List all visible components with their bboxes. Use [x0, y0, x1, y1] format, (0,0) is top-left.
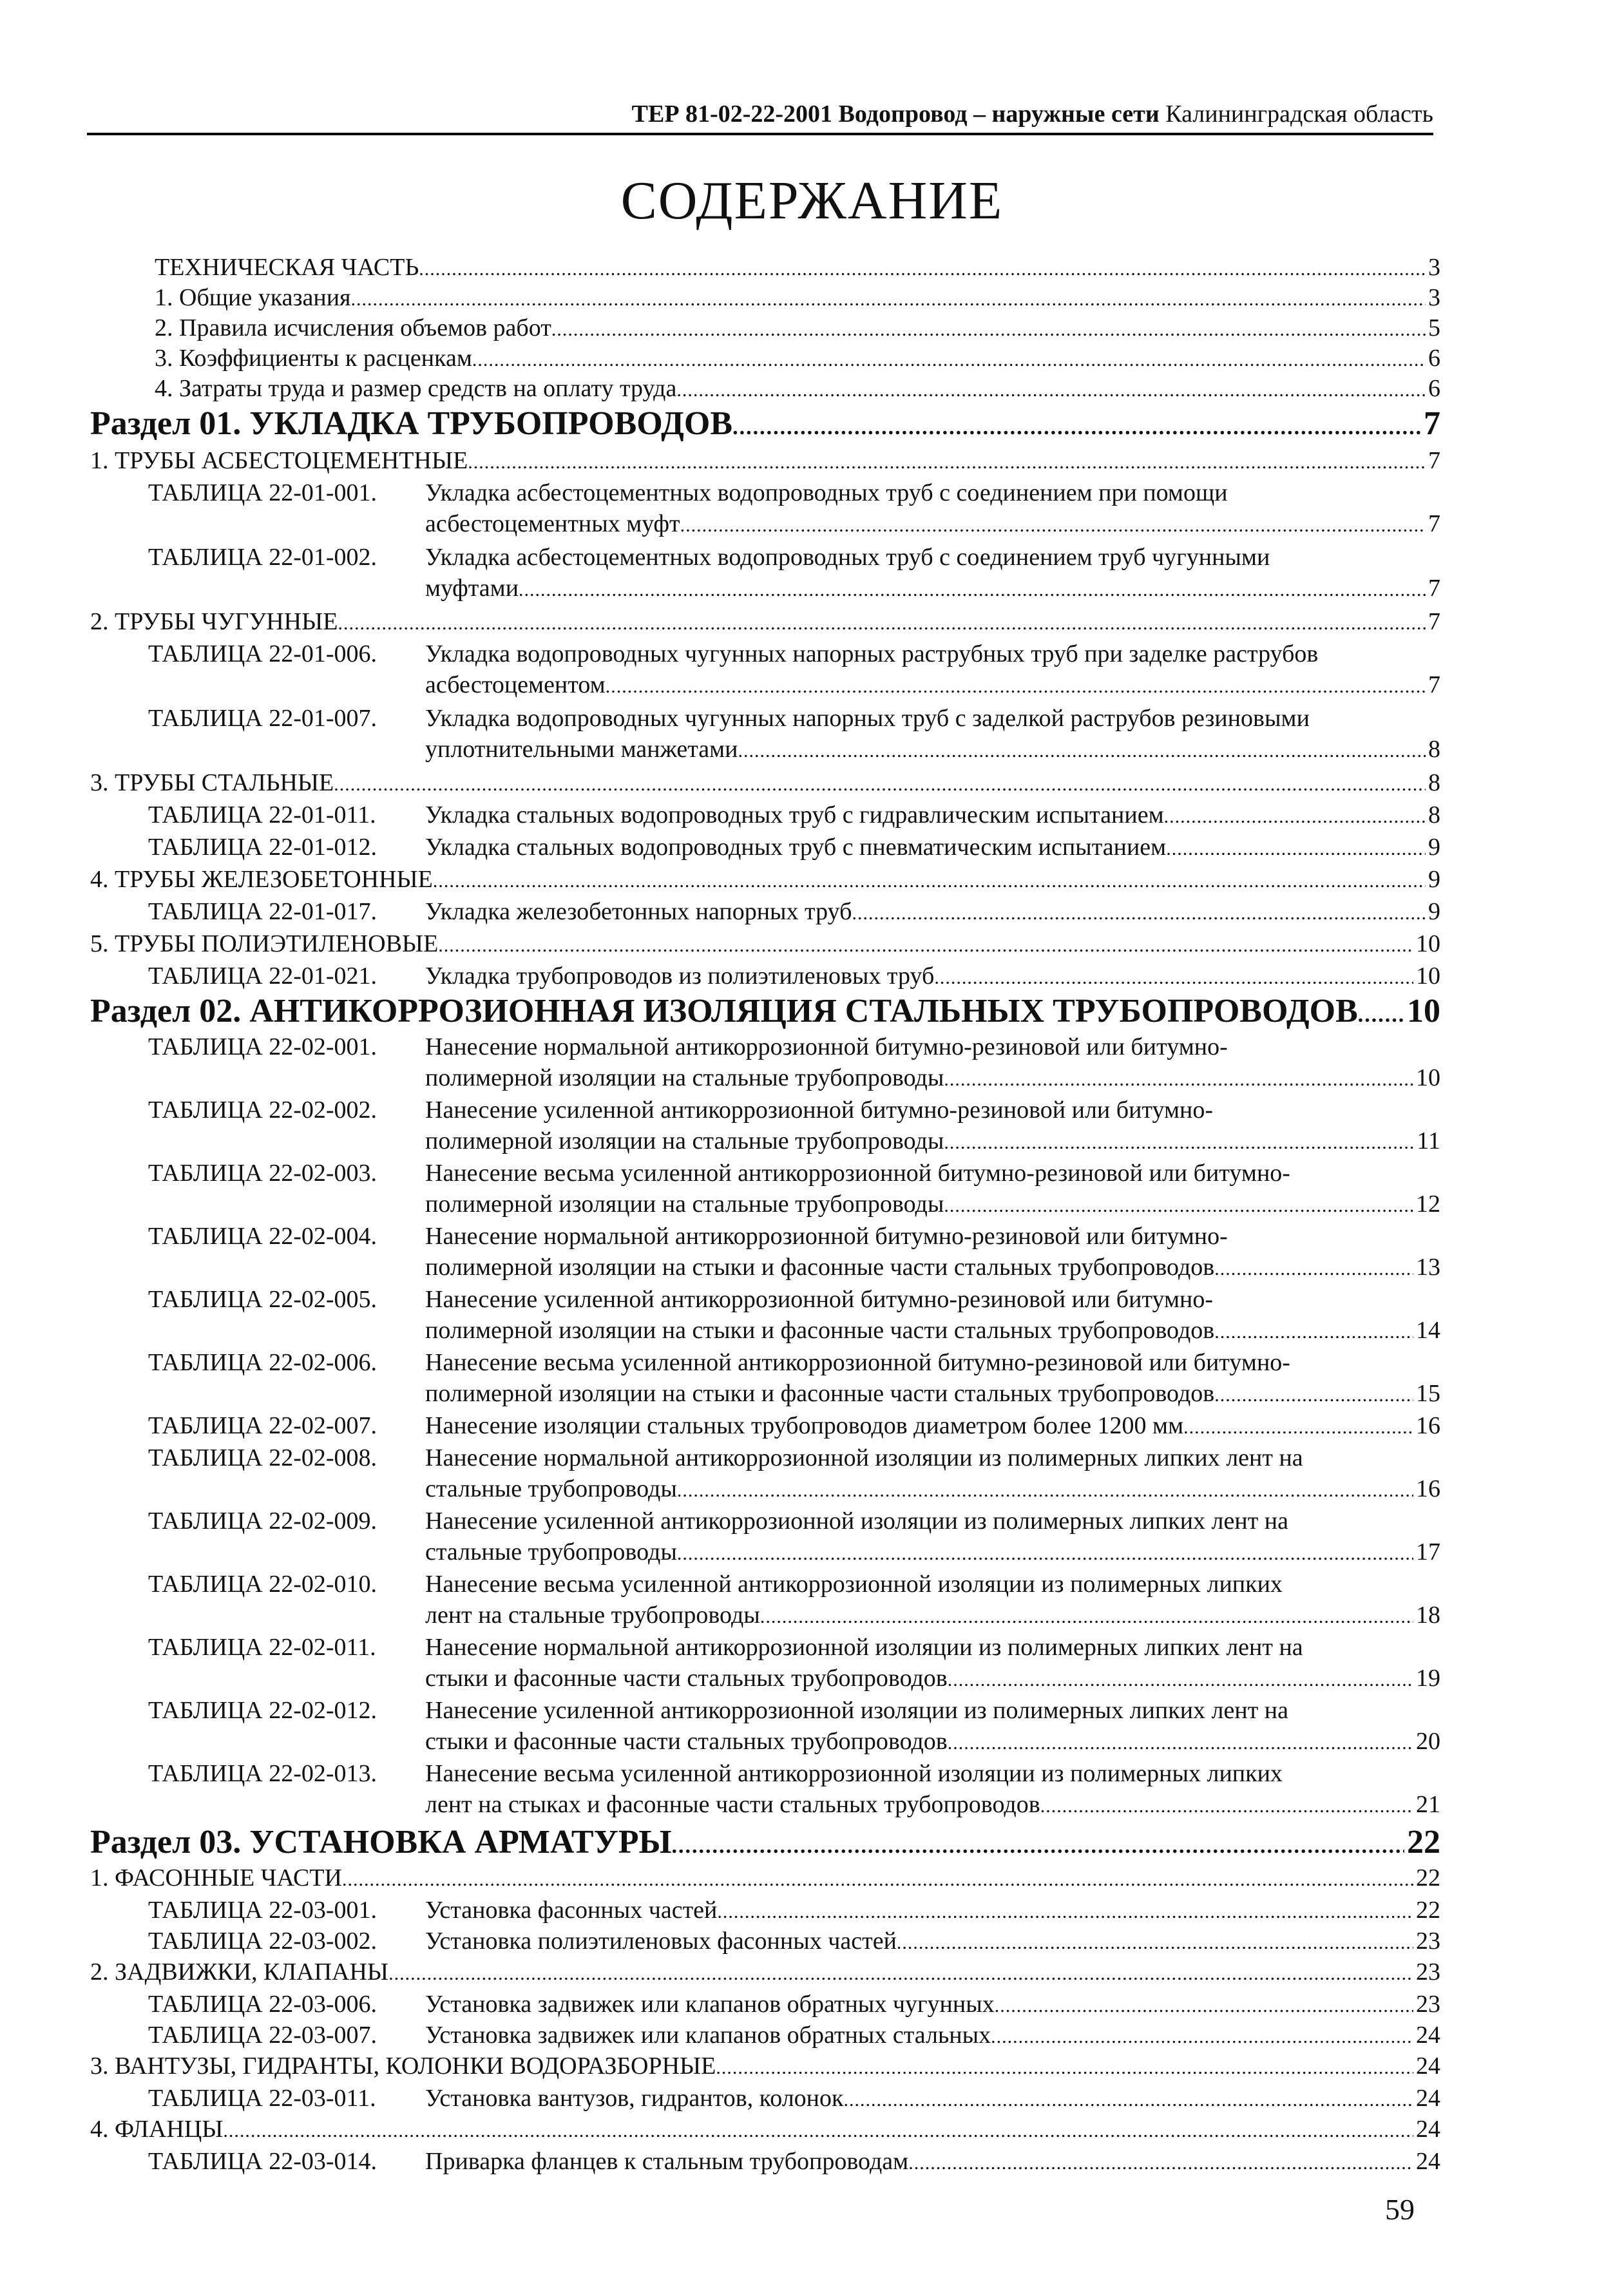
dot-leader: [472, 344, 1426, 376]
table-title: Установка полиэтиленовых фасонных частей: [425, 1928, 897, 1955]
table-code: ТАБЛИЦА 22-02-004.: [148, 1223, 377, 1250]
toc-subsection-label: 2. ЗАДВИЖКИ, КЛАПАНЫ: [90, 1958, 389, 1986]
table-page: 10: [1416, 962, 1440, 990]
toc-section-label: Раздел 01. УКЛАДКА ТРУБОПРОВОДОВ: [90, 405, 733, 442]
dot-leader: [716, 2052, 1413, 2084]
toc-subsection-page: 24: [1416, 2116, 1440, 2143]
table-page: 24: [1416, 2085, 1440, 2112]
table-title: Укладка стальных водопроводных труб с пневматическим испытанием: [425, 834, 1167, 861]
toc-entry-label: 3. Коэффициенты к расценкам: [155, 345, 472, 372]
table-entry: [425, 1988, 1440, 2022]
table-code: ТАБЛИЦА 22-01-021.: [148, 962, 377, 990]
dot-leader: [760, 1601, 1413, 1633]
table-page: 12: [1416, 1191, 1440, 1218]
toc-entry-label: 2. Правила исчисления объемов работ: [155, 314, 551, 341]
table-title: Укладка трубопроводов из полиэтиленовых труб: [425, 962, 935, 990]
table-page: 23: [1416, 1991, 1440, 2018]
dot-leader: [334, 769, 1426, 801]
table-page: 15: [1416, 1380, 1440, 1407]
dot-leader: [1164, 801, 1426, 833]
table-title-line1: Нанесение весьма усиленной антикоррозионной изоляции из полимерных липких: [425, 1571, 1283, 1598]
table-page: 24: [1416, 2022, 1440, 2049]
table-title: уплотнительными манжетами: [425, 736, 738, 763]
table-title: полимерной изоляции на стыки и фасонные части стальных трубопроводов: [425, 1317, 1215, 1344]
dot-leader: [852, 897, 1426, 930]
dot-leader: [717, 1896, 1413, 1928]
toc-subsection-page: 22: [1416, 1864, 1440, 1891]
table-title: Установка вантузов, гидрантов, колонок: [425, 2085, 844, 2112]
table-entry: [425, 831, 1440, 865]
table-title-line1: Укладка асбестоцементных водопроводных труб с соединением труб чугунными: [425, 544, 1270, 571]
table-entry: [425, 2145, 1440, 2179]
toc-subsection: [90, 2050, 1440, 2084]
table-page: 14: [1416, 1317, 1440, 1344]
table-title: полимерной изоляции на стальные трубопроводы: [425, 1064, 944, 1091]
table-code: ТАБЛИЦА 22-03-001.: [148, 1897, 377, 1924]
table-title-line1: Укладка водопроводных чугунных напорных раструбных труб при заделке раструбов: [425, 640, 1319, 667]
toc-entry-page: 3: [1428, 284, 1440, 311]
table-title-line1: Укладка водопроводных чугунных напорных труб с заделкой раструбов резиновыми: [425, 705, 1310, 732]
table-title-line1: Нанесение весьма усиленной антикоррозионной изоляции из полимерных липких: [425, 1760, 1283, 1787]
toc-entry-label: 1. Общие указания: [155, 284, 351, 311]
table-code: ТАБЛИЦА 22-03-007.: [148, 2022, 377, 2049]
table-code: ТАБЛИЦА 22-02-001.: [148, 1033, 377, 1060]
table-code: ТАБЛИЦА 22-01-001.: [148, 479, 377, 506]
dot-leader: [1214, 1253, 1413, 1285]
table-title: Приварка фланцев к стальным трубопроводам: [425, 2148, 909, 2175]
toc-entry: [155, 312, 1440, 346]
page-number: 59: [1385, 2193, 1415, 2226]
table-entry: [425, 572, 1440, 606]
table-page: 18: [1416, 1602, 1440, 1629]
dot-leader: [1166, 833, 1426, 865]
dot-leader: [944, 1127, 1414, 1159]
table-entry: [425, 1662, 1440, 1696]
dot-leader: [433, 865, 1426, 897]
toc-subsection-page: 23: [1416, 1958, 1440, 1986]
toc-entry-label: ТЕХНИЧЕСКАЯ ЧАСТЬ: [155, 254, 419, 281]
toc-subsection-page: 7: [1428, 447, 1440, 474]
table-entry: [425, 2082, 1440, 2116]
header-region: Калининградская область: [1165, 100, 1433, 128]
table-title-line1: Нанесение усиленной антикоррозионной битумно-резиновой или битумно-: [425, 1096, 1214, 1124]
dot-leader: [1183, 1412, 1413, 1444]
table-title-line1: Нанесение весьма усиленной антикоррозионной битумно-резиновой или битумно-: [425, 1349, 1290, 1376]
dot-leader: [738, 735, 1426, 767]
toc-subsection: [90, 606, 1440, 640]
dot-leader: [223, 2115, 1413, 2147]
table-entry: [425, 895, 1440, 930]
table-title: полимерной изоляции на стыки и фасонные части стальных трубопроводов: [425, 1254, 1215, 1281]
table-code: ТАБЛИЦА 22-02-011.: [148, 1634, 376, 1661]
table-entry: [425, 1925, 1440, 1959]
toc-subsection-page: 10: [1416, 930, 1440, 957]
table-title-line1: Нанесение усиленной антикоррозионной изоляции из полимерных липких лент на: [425, 1697, 1289, 1724]
dot-leader: [948, 1727, 1413, 1759]
table-title: лент на стыках и фасонные части стальных трубопроводов: [425, 1791, 1040, 1818]
toc-subsection: [90, 767, 1440, 801]
toc-section: [90, 1823, 1440, 1866]
header-subject: Водопровод – наружные сети: [838, 100, 1160, 128]
table-code: ТАБЛИЦА 22-03-002.: [148, 1928, 377, 1955]
table-code: ТАБЛИЦА 22-02-002.: [148, 1096, 377, 1124]
table-entry: [425, 1062, 1440, 1096]
table-page: 16: [1416, 1412, 1440, 1439]
table-page: 16: [1416, 1475, 1440, 1502]
table-entry: [425, 1125, 1440, 1159]
toc-subsection: [90, 863, 1440, 897]
table-page: 7: [1428, 510, 1440, 537]
dot-leader: [519, 574, 1426, 606]
table-title: Укладка железобетонных напорных труб: [425, 898, 852, 925]
table-title: асбестоцементом: [425, 671, 606, 698]
table-code: ТАБЛИЦА 22-01-012.: [148, 834, 377, 861]
toc-subsection: [90, 1956, 1440, 1990]
dot-leader: [677, 1475, 1413, 1507]
table-page: 22: [1416, 1897, 1440, 1924]
dot-leader: [1358, 996, 1404, 1035]
table-title-line1: Нанесение нормальной антикоррозионной изоляции из полимерных липких лент на: [425, 1634, 1303, 1661]
toc-section-label: Раздел 02. АНТИКОРРОЗИОННАЯ ИЗОЛЯЦИЯ СТАЛЬНЫХ ТРУБОПРОВОДОВ: [90, 993, 1358, 1029]
table-entry: [425, 1188, 1440, 1222]
toc-section: [90, 405, 1440, 447]
table-title: Установка фасонных частей: [425, 1897, 718, 1924]
table-code: ТАБЛИЦА 22-01-007.: [148, 705, 377, 732]
dot-leader: [351, 283, 1426, 316]
table-title-line1: Нанесение нормальной антикоррозионной битумно-резиновой или битумно-: [425, 1033, 1228, 1060]
toc-section-page: 10: [1407, 993, 1440, 1029]
dot-leader: [897, 1927, 1413, 1959]
table-entry: [425, 669, 1440, 703]
dot-leader: [1040, 1790, 1413, 1823]
dot-leader: [995, 1990, 1413, 2022]
table-code: ТАБЛИЦА 22-02-008.: [148, 1444, 377, 1471]
table-title: стыки и фасонные части стальных трубопроводов: [425, 1665, 948, 1692]
table-code: ТАБЛИЦА 22-01-006.: [148, 640, 377, 667]
running-header: [87, 95, 1433, 135]
header-code: ТЕР 81-02-22-2001: [631, 100, 833, 128]
table-page: 8: [1428, 801, 1440, 828]
table-page: 13: [1416, 1254, 1440, 1281]
toc-section-label: Раздел 03. УСТАНОВКА АРМАТУРЫ: [90, 1824, 672, 1861]
table-entry: [425, 1894, 1440, 1928]
dot-leader: [606, 671, 1426, 703]
table-code: ТАБЛИЦА 22-01-002.: [148, 544, 377, 571]
dot-leader: [551, 314, 1426, 346]
toc-subsection-label: 3. ТРУБЫ СТАЛЬНЫЕ: [90, 769, 334, 796]
toc-entry-page: 6: [1428, 375, 1440, 402]
table-entry: [425, 1314, 1440, 1348]
table-code: ТАБЛИЦА 22-01-011.: [148, 801, 376, 828]
table-page: 10: [1416, 1064, 1440, 1091]
toc-entry-page: 6: [1428, 345, 1440, 372]
toc-subsection: [90, 928, 1440, 962]
toc-entry: [155, 282, 1440, 316]
toc-section-page: 22: [1407, 1824, 1440, 1861]
toc-subsection-page: 8: [1428, 769, 1440, 796]
dot-leader: [944, 1064, 1413, 1096]
table-title-line1: Нанесение усиленной антикоррозионной битумно-резиновой или битумно-: [425, 1286, 1214, 1313]
table-code: ТАБЛИЦА 22-03-006.: [148, 1991, 377, 2018]
table-entry: [425, 1251, 1440, 1285]
toc-entry-label: 4. Затраты труда и размер средств на оплату труда: [155, 375, 677, 402]
table-title: полимерной изоляции на стальные трубопроводы: [425, 1191, 944, 1218]
table-entry: [425, 1599, 1440, 1633]
page-title: СОДЕРЖАНИЕ: [620, 171, 1004, 231]
toc-section: [90, 992, 1440, 1035]
table-entry: [425, 799, 1440, 833]
table-page: 21: [1416, 1791, 1440, 1818]
table-title: Нанесение изоляции стальных трубопроводов диаметром более 1200 мм: [425, 1412, 1184, 1439]
table-entry: [425, 1473, 1440, 1507]
table-page: 7: [1428, 671, 1440, 698]
table-code: ТАБЛИЦА 22-02-003.: [148, 1160, 377, 1187]
dot-leader: [338, 608, 1426, 640]
toc-subsection-page: 9: [1428, 866, 1440, 893]
dot-leader: [908, 2147, 1413, 2179]
table-entry: [425, 1788, 1440, 1823]
table-code: ТАБЛИЦА 22-02-009.: [148, 1508, 377, 1535]
dot-leader: [677, 1538, 1413, 1570]
table-code: ТАБЛИЦА 22-02-012.: [148, 1697, 377, 1724]
table-page: 9: [1428, 834, 1440, 861]
toc-subsection-label: 1. ТРУБЫ АСБЕСТОЦЕМЕНТНЫЕ: [90, 447, 468, 474]
table-page: 19: [1416, 1665, 1440, 1692]
dot-leader: [438, 930, 1413, 962]
table-title-line1: Нанесение нормальной антикоррозионной битумно-резиновой или битумно-: [425, 1223, 1228, 1250]
table-entry: [425, 1536, 1440, 1570]
toc-subsection-label: 4. ТРУБЫ ЖЕЛЕЗОБЕТОННЫЕ: [90, 866, 433, 893]
dot-leader: [676, 374, 1426, 407]
table-page: 9: [1428, 898, 1440, 925]
table-title: Укладка стальных водопроводных труб с гидравлическим испытанием: [425, 801, 1164, 828]
toc-subsection-label: 5. ТРУБЫ ПОЛИЭТИЛЕНОВЫЕ: [90, 930, 439, 957]
table-code: ТАБЛИЦА 22-02-007.: [148, 1412, 377, 1439]
dot-leader: [934, 962, 1413, 994]
table-entry: [425, 960, 1440, 994]
table-title: Установка задвижек или клапанов обратных чугунных: [425, 1991, 995, 2018]
table-title: стальные трубопроводы: [425, 1538, 677, 1565]
table-title: Установка задвижек или клапанов обратных стальных: [425, 2022, 991, 2049]
table-code: ТАБЛИЦА 22-02-013.: [148, 1760, 377, 1787]
toc-subsection-page: 24: [1416, 2053, 1440, 2080]
table-code: ТАБЛИЦА 22-03-014.: [148, 2148, 377, 2175]
toc-entry: [155, 251, 1440, 285]
toc-subsection-label: 4. ФЛАНЦЫ: [90, 2116, 224, 2143]
toc-section-page: 7: [1424, 405, 1440, 442]
table-code: ТАБЛИЦА 22-02-005.: [148, 1286, 377, 1313]
table-entry: [425, 1410, 1440, 1444]
table-title-line1: Нанесение весьма усиленной антикоррозионной битумно-резиновой или битумно-: [425, 1160, 1290, 1187]
dot-leader: [468, 446, 1426, 479]
table-entry: [425, 508, 1440, 542]
dot-leader: [1214, 1316, 1413, 1348]
table-page: 24: [1416, 2148, 1440, 2175]
table-entry: [425, 1725, 1440, 1759]
dot-leader: [388, 1958, 1413, 1990]
table-title: стыки и фасонные части стальных трубопроводов: [425, 1728, 948, 1755]
table-title: муфтами: [425, 575, 519, 602]
toc-entry-page: 3: [1428, 254, 1440, 281]
table-entry: [425, 2019, 1440, 2053]
toc-entry-page: 5: [1428, 314, 1440, 341]
table-page: 8: [1428, 736, 1440, 763]
table-page: 11: [1417, 1127, 1440, 1154]
table-code: ТАБЛИЦА 22-03-011.: [148, 2085, 376, 2112]
table-title: полимерной изоляции на стыки и фасонные части стальных трубопроводов: [425, 1380, 1215, 1407]
dot-leader: [991, 2021, 1413, 2053]
toc-subsection-page: 7: [1428, 608, 1440, 635]
table-entry: [425, 1377, 1440, 1412]
table-entry: [425, 733, 1440, 767]
table-title-line1: Нанесение усиленной антикоррозионной изоляции из полимерных липких лент на: [425, 1508, 1289, 1535]
dot-leader: [680, 510, 1426, 542]
table-code: ТАБЛИЦА 22-02-010.: [148, 1571, 377, 1598]
dot-leader: [732, 408, 1421, 447]
toc-entry: [155, 342, 1440, 376]
toc-subsection: [90, 1862, 1440, 1896]
dot-leader: [342, 1864, 1413, 1896]
table-title: стальные трубопроводы: [425, 1475, 677, 1502]
table-title: полимерной изоляции на стальные трубопроводы: [425, 1127, 944, 1154]
table-title-line1: Укладка асбестоцементных водопроводных труб с соединением при помощи: [425, 479, 1228, 506]
dot-leader: [419, 253, 1426, 285]
toc-subsection: [90, 2113, 1440, 2147]
table-title-line1: Нанесение нормальной антикоррозионной изоляции из полимерных липких лент на: [425, 1444, 1303, 1471]
dot-leader: [843, 2084, 1413, 2116]
toc-entry: [155, 372, 1440, 407]
dot-leader: [944, 1190, 1413, 1222]
table-code: ТАБЛИЦА 22-02-006.: [148, 1349, 377, 1376]
toc-subsection-label: 1. ФАСОННЫЕ ЧАСТИ: [90, 1864, 342, 1891]
toc-subsection-label: 3. ВАНТУЗЫ, ГИДРАНТЫ, КОЛОНКИ ВОДОРАЗБОРНЫЕ: [90, 2053, 716, 2080]
table-title: лент на стальные трубопроводы: [425, 1602, 760, 1629]
table-code: ТАБЛИЦА 22-01-017.: [148, 898, 377, 925]
table-title: асбестоцементных муфт: [425, 510, 680, 537]
toc-subsection-label: 2. ТРУБЫ ЧУГУННЫЕ: [90, 608, 338, 635]
toc-subsection: [90, 445, 1440, 479]
table-page: 17: [1416, 1538, 1440, 1565]
table-page: 23: [1416, 1928, 1440, 1955]
table-page: 7: [1428, 575, 1440, 602]
dot-leader: [948, 1664, 1413, 1696]
dot-leader: [1214, 1379, 1413, 1412]
table-page: 20: [1416, 1728, 1440, 1755]
dot-leader: [672, 1827, 1404, 1866]
